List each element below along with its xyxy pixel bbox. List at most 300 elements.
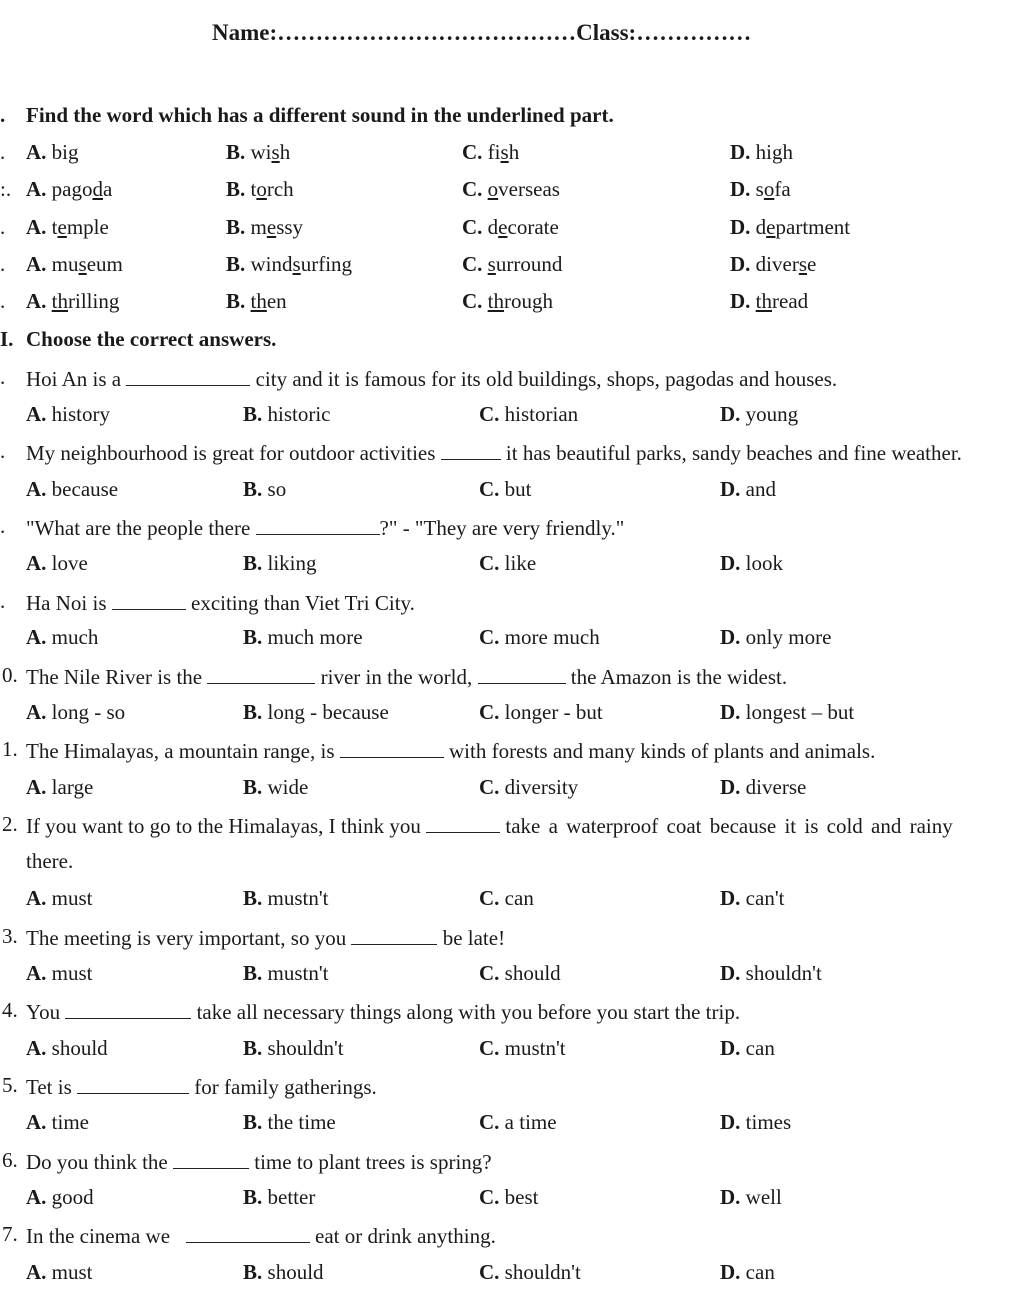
- underlined-part: d: [92, 177, 103, 201]
- answer-option[interactable]: [26, 177, 112, 202]
- answer-option[interactable]: [226, 289, 287, 314]
- option-letter: B.: [243, 1110, 263, 1134]
- answer-option[interactable]: [226, 140, 290, 165]
- question-text: exciting than Viet Tri City.: [191, 590, 415, 615]
- option-text: liking: [267, 551, 317, 575]
- option-text: and: [745, 477, 776, 501]
- word-part: mu: [51, 252, 79, 276]
- answer-option[interactable]: [720, 477, 776, 502]
- section-2-title: Choose the correct answers.: [26, 327, 277, 351]
- underlined-part: o: [763, 177, 775, 201]
- word-part: en: [266, 289, 287, 313]
- word-part: m: [250, 215, 267, 239]
- section-2-number: I.: [0, 327, 14, 351]
- option-letter: C.: [479, 1036, 500, 1060]
- word-part: hi: [755, 140, 773, 164]
- option-text: good: [51, 1185, 94, 1209]
- question-number: 7.: [2, 1222, 18, 1246]
- question-text: The Nile River is the: [26, 664, 203, 689]
- option-text: longer - but: [504, 700, 603, 724]
- word-part: eum: [86, 252, 123, 276]
- option-letter: A.: [26, 625, 47, 649]
- option-text: shouldn't: [745, 961, 822, 985]
- option-letter: A.: [26, 402, 47, 426]
- answer-option[interactable]: [26, 477, 118, 502]
- question-text: In the cinema we: [26, 1223, 171, 1248]
- option-text: mustn't: [267, 886, 329, 910]
- word-part: ssy: [276, 215, 304, 239]
- underlined-part: e: [766, 215, 776, 239]
- answer-option[interactable]: [226, 177, 294, 202]
- option-letter: A.: [26, 477, 47, 501]
- option-letter: A.: [26, 775, 47, 799]
- section-1-number: .: [0, 103, 6, 127]
- option-letter: A.: [26, 1185, 47, 1209]
- question-text: ?" - "They are very friendly.": [379, 515, 625, 540]
- word-part: rough: [504, 289, 554, 313]
- answer-option[interactable]: [730, 215, 850, 240]
- underlined-part: th: [487, 289, 505, 313]
- underlined-part: s: [500, 140, 509, 164]
- answer-option[interactable]: [730, 140, 793, 165]
- answer-option[interactable]: [26, 289, 119, 314]
- option-letter: D.: [720, 700, 741, 724]
- option-letter: C.: [462, 177, 483, 201]
- option-text: can: [504, 886, 534, 910]
- question-number: .: [0, 140, 6, 164]
- word-part: fa: [774, 177, 791, 201]
- class-label: Class:: [576, 20, 637, 45]
- answer-option[interactable]: [243, 1185, 315, 1210]
- option-letter: B.: [226, 177, 246, 201]
- question-text: The Himalayas, a mountain range, is: [26, 738, 335, 763]
- option-letter: C.: [479, 551, 500, 575]
- underlined-part: s: [292, 252, 301, 276]
- option-letter: D.: [720, 402, 741, 426]
- option-letter: C.: [462, 289, 483, 313]
- option-letter: B.: [243, 477, 263, 501]
- question-number: 3.: [2, 924, 18, 948]
- answer-option[interactable]: [243, 1260, 324, 1285]
- option-letter: B.: [226, 215, 246, 239]
- underlined-part: th: [51, 289, 69, 313]
- answer-option[interactable]: [720, 886, 784, 911]
- option-text: young: [745, 402, 799, 426]
- option-text: well: [745, 1185, 782, 1209]
- answer-blank[interactable]: [65, 998, 191, 1019]
- answer-option[interactable]: [479, 1110, 557, 1135]
- question-text: river in the world,: [320, 664, 473, 689]
- answer-option[interactable]: [479, 551, 536, 576]
- answer-option[interactable]: [243, 886, 328, 911]
- option-text: because: [51, 477, 119, 501]
- answer-blank[interactable]: [186, 1222, 310, 1243]
- answer-option[interactable]: [479, 477, 532, 502]
- word-part: e: [807, 252, 817, 276]
- option-letter: B.: [243, 700, 263, 724]
- option-letter: C.: [479, 961, 500, 985]
- answer-option[interactable]: [479, 886, 534, 911]
- option-letter: C.: [462, 252, 483, 276]
- question-text: Tet is: [26, 1074, 72, 1099]
- question-text: My neighbourhood is great for outdoor activities: [26, 440, 436, 465]
- option-text: should: [267, 1260, 324, 1284]
- option-letter: B.: [226, 289, 246, 313]
- option-text: more much: [504, 625, 600, 649]
- answer-option[interactable]: [26, 215, 109, 240]
- option-text: shouldn't: [504, 1260, 581, 1284]
- option-letter: A.: [26, 289, 47, 313]
- answer-blank[interactable]: [77, 1073, 189, 1094]
- question-number: .: [0, 289, 6, 313]
- answer-option[interactable]: [26, 402, 110, 427]
- answer-option[interactable]: [730, 177, 791, 202]
- answer-option[interactable]: [720, 1110, 791, 1135]
- option-text: like: [504, 551, 537, 575]
- option-text: wide: [267, 775, 309, 799]
- answer-option[interactable]: [26, 140, 79, 165]
- option-text: diverse: [745, 775, 807, 799]
- answer-option[interactable]: [479, 700, 603, 725]
- underlined-part: e: [266, 215, 277, 239]
- option-text: must: [51, 886, 93, 910]
- underlined-part: e: [498, 215, 508, 239]
- question-number: 4.: [2, 998, 18, 1022]
- option-text: mustn't: [504, 1036, 566, 1060]
- question-text: If you want to go to the Himalayas, I think you: [26, 813, 421, 838]
- question-text: eat or drink anything.: [315, 1223, 496, 1248]
- option-text: the time: [267, 1110, 336, 1134]
- option-letter: D.: [720, 961, 741, 985]
- worksheet-header: [212, 20, 1024, 46]
- question-text: be late!: [442, 925, 506, 950]
- option-letter: D.: [720, 1260, 741, 1284]
- answer-option[interactable]: [243, 1110, 336, 1135]
- answer-option[interactable]: [26, 551, 88, 576]
- option-letter: C.: [479, 886, 500, 910]
- word-part: h: [782, 140, 794, 164]
- question-number: .: [0, 439, 6, 463]
- option-text: historic: [267, 402, 331, 426]
- class-field-dots: ……………: [636, 20, 752, 45]
- word-part: d: [487, 215, 499, 239]
- section-1-title: Find the word which has a different sound in the underlined part.: [26, 103, 614, 127]
- question-text: Do you think the: [26, 1149, 168, 1174]
- answer-option[interactable]: [243, 961, 328, 986]
- answer-option[interactable]: [226, 252, 352, 277]
- word-part: fi: [487, 140, 501, 164]
- option-letter: B.: [243, 402, 263, 426]
- option-text: better: [267, 1185, 316, 1209]
- option-letter: C.: [479, 625, 500, 649]
- question-text: for family gatherings.: [194, 1074, 377, 1099]
- answer-option[interactable]: [479, 625, 600, 650]
- answer-blank[interactable]: [126, 365, 250, 386]
- option-text: can't: [745, 886, 785, 910]
- answer-option[interactable]: [479, 1185, 539, 1210]
- word-part: corate: [507, 215, 559, 239]
- option-text: times: [745, 1110, 792, 1134]
- option-letter: A.: [26, 886, 47, 910]
- option-letter: B.: [243, 1185, 263, 1209]
- option-letter: D.: [720, 477, 741, 501]
- question-number: 6.: [2, 1148, 18, 1172]
- underlined-part: o: [256, 177, 267, 201]
- option-text: should: [51, 1036, 108, 1060]
- question-text: the Amazon is the widest.: [570, 664, 788, 689]
- option-letter: B.: [243, 625, 263, 649]
- question-text: with forests and many kinds of plants and animals.: [449, 738, 876, 763]
- answer-option[interactable]: [26, 1185, 94, 1210]
- option-text: large: [51, 775, 94, 799]
- name-field-dots: …………………………………: [277, 20, 577, 45]
- option-letter: D.: [720, 551, 741, 575]
- option-letter: D.: [720, 775, 741, 799]
- option-letter: B.: [243, 961, 263, 985]
- question-number: 1.: [2, 737, 18, 761]
- answer-option[interactable]: [730, 289, 808, 314]
- answer-option[interactable]: [479, 1260, 581, 1285]
- option-letter: C.: [479, 402, 500, 426]
- answer-option[interactable]: [720, 402, 798, 427]
- answer-option[interactable]: [720, 775, 806, 800]
- name-label: Name:: [212, 20, 278, 45]
- answer-option[interactable]: [26, 1110, 89, 1135]
- option-text: historian: [504, 402, 579, 426]
- option-letter: D.: [720, 625, 741, 649]
- option-letter: C.: [462, 140, 483, 164]
- option-text: long - because: [267, 700, 389, 724]
- option-text: but: [504, 477, 532, 501]
- option-text: shouldn't: [267, 1036, 344, 1060]
- option-letter: C.: [462, 215, 483, 239]
- word-part: a: [103, 177, 113, 201]
- underlined-part: s: [487, 252, 496, 276]
- answer-option[interactable]: [243, 625, 363, 650]
- option-letter: C.: [479, 1110, 500, 1134]
- question-number: .: [0, 252, 6, 276]
- word-part: diver: [755, 252, 799, 276]
- option-letter: B.: [243, 886, 263, 910]
- question-number: :.: [0, 177, 12, 201]
- answer-option[interactable]: [462, 140, 519, 165]
- word-part: urfing: [300, 252, 353, 276]
- word-part: rilling: [68, 289, 120, 313]
- option-text: love: [51, 551, 88, 575]
- option-letter: A.: [26, 1036, 47, 1060]
- question-text: it has beautiful parks, sandy beaches and fine weather.: [505, 440, 962, 465]
- answer-option[interactable]: [479, 961, 561, 986]
- option-letter: A.: [26, 700, 47, 724]
- answer-option[interactable]: [226, 215, 303, 240]
- answer-option[interactable]: [243, 477, 286, 502]
- question-text: time to plant trees is spring?: [254, 1149, 492, 1174]
- word-part: s: [755, 177, 764, 201]
- answer-option[interactable]: [462, 252, 562, 277]
- question-number: .: [0, 514, 6, 538]
- answer-option[interactable]: [243, 1036, 344, 1061]
- answer-option[interactable]: [26, 961, 93, 986]
- underlined-part: s: [798, 252, 808, 276]
- word-part: h: [279, 140, 291, 164]
- option-letter: B.: [226, 140, 246, 164]
- option-letter: C.: [479, 700, 500, 724]
- answer-blank[interactable]: [478, 663, 566, 684]
- option-letter: A.: [26, 1110, 47, 1134]
- answer-option[interactable]: [462, 289, 553, 314]
- answer-blank[interactable]: [207, 663, 315, 684]
- answer-option[interactable]: [26, 252, 123, 277]
- option-letter: C.: [479, 775, 500, 799]
- option-text: must: [51, 1260, 93, 1284]
- option-letter: D.: [720, 1110, 741, 1134]
- answer-option[interactable]: [720, 700, 854, 725]
- option-text: much: [51, 625, 99, 649]
- answer-option[interactable]: [479, 1036, 566, 1061]
- option-text: look: [745, 551, 784, 575]
- answer-option[interactable]: [479, 775, 578, 800]
- underlined-part: s: [271, 140, 280, 164]
- answer-option[interactable]: [243, 775, 308, 800]
- option-letter: D.: [730, 252, 751, 276]
- option-letter: C.: [479, 1185, 500, 1209]
- question-number: .: [0, 215, 6, 239]
- option-letter: A.: [26, 551, 47, 575]
- answer-blank[interactable]: [351, 924, 437, 945]
- option-letter: D.: [730, 140, 751, 164]
- question-number: 2.: [2, 812, 18, 836]
- word-part: h: [508, 140, 520, 164]
- option-text: diversity: [504, 775, 579, 799]
- answer-blank[interactable]: [426, 812, 500, 833]
- option-text: time: [51, 1110, 89, 1134]
- underlined-part: th: [250, 289, 267, 313]
- underlined-part: e: [57, 215, 67, 239]
- option-letter: A.: [26, 1260, 47, 1284]
- question-text: Ha Noi is: [26, 590, 107, 615]
- answer-option[interactable]: [26, 1036, 108, 1061]
- option-letter: D.: [720, 886, 741, 910]
- option-text: history: [51, 402, 111, 426]
- underlined-part: th: [755, 289, 773, 313]
- question-text: You: [26, 999, 61, 1024]
- answer-blank[interactable]: [256, 514, 380, 535]
- answer-option[interactable]: [26, 1260, 93, 1285]
- word-part: verseas: [498, 177, 560, 201]
- word-part: urround: [495, 252, 563, 276]
- answer-option[interactable]: [462, 177, 560, 202]
- answer-option[interactable]: [26, 700, 125, 725]
- answer-option[interactable]: [26, 886, 93, 911]
- option-letter: D.: [730, 177, 751, 201]
- underlined-part: o: [487, 177, 499, 201]
- option-letter: C.: [479, 477, 500, 501]
- answer-option[interactable]: [462, 215, 559, 240]
- word-part: read: [772, 289, 809, 313]
- underlined-part: s: [78, 252, 87, 276]
- answer-option[interactable]: [479, 402, 578, 427]
- option-text: can: [745, 1036, 775, 1060]
- word-part: partment: [775, 215, 851, 239]
- answer-option[interactable]: [720, 625, 831, 650]
- question-text: there.: [26, 849, 74, 873]
- word-part: t: [51, 215, 58, 239]
- answer-option[interactable]: [720, 551, 783, 576]
- option-text: so: [267, 477, 287, 501]
- word-part: pago: [51, 177, 93, 201]
- word-part: t: [250, 177, 257, 201]
- underlined-part: g: [68, 140, 79, 164]
- question-text: take all necessary things along with you before you start the trip.: [196, 999, 741, 1024]
- option-letter: C.: [479, 1260, 500, 1284]
- option-letter: B.: [243, 775, 263, 799]
- word-part: d: [755, 215, 767, 239]
- word-part: rch: [266, 177, 294, 201]
- question-text: The meeting is very important, so you: [26, 925, 347, 950]
- answer-option[interactable]: [720, 1185, 782, 1210]
- answer-option[interactable]: [26, 775, 93, 800]
- option-text: long - so: [51, 700, 126, 724]
- question-text: city and it is famous for its old buildings, shops, pagodas and houses.: [255, 366, 838, 391]
- answer-option[interactable]: [26, 625, 98, 650]
- option-text: must: [51, 961, 93, 985]
- option-letter: A.: [26, 961, 47, 985]
- answer-blank[interactable]: [112, 589, 186, 610]
- option-text: should: [504, 961, 561, 985]
- answer-option[interactable]: [720, 961, 822, 986]
- question-number: 0.: [2, 663, 18, 687]
- option-text: much more: [267, 625, 363, 649]
- answer-option[interactable]: [720, 1036, 775, 1061]
- option-letter: B.: [243, 1036, 263, 1060]
- word-part: wind: [250, 252, 293, 276]
- option-letter: D.: [730, 289, 751, 313]
- word-part: mple: [66, 215, 109, 239]
- option-text: only more: [745, 625, 832, 649]
- option-text: a time: [504, 1110, 557, 1134]
- underlined-part: g: [772, 140, 783, 164]
- answer-option[interactable]: [243, 551, 317, 576]
- option-text: can: [745, 1260, 775, 1284]
- answer-option[interactable]: [243, 700, 389, 725]
- option-letter: B.: [243, 551, 263, 575]
- option-text: longest – but: [745, 700, 855, 724]
- option-letter: D.: [730, 215, 751, 239]
- question-number: .: [0, 365, 6, 389]
- question-number: .: [0, 589, 6, 613]
- answer-option[interactable]: [720, 1260, 775, 1285]
- option-letter: D.: [720, 1036, 741, 1060]
- question-text: "What are the people there: [26, 515, 251, 540]
- question-text: Hoi An is a: [26, 366, 122, 391]
- option-letter: A.: [26, 215, 47, 239]
- word-part: wi: [250, 140, 272, 164]
- answer-blank[interactable]: [441, 439, 501, 460]
- option-letter: B.: [243, 1260, 263, 1284]
- answer-blank[interactable]: [340, 737, 444, 758]
- answer-blank[interactable]: [173, 1148, 249, 1169]
- option-letter: B.: [226, 252, 246, 276]
- option-letter: A.: [26, 140, 47, 164]
- word-part: bi: [51, 140, 69, 164]
- option-text: mustn't: [267, 961, 329, 985]
- question-text: take a waterproof coat because it is cold and rainy: [505, 813, 953, 838]
- answer-option[interactable]: [730, 252, 816, 277]
- answer-option[interactable]: [243, 402, 331, 427]
- question-number: 5.: [2, 1073, 18, 1097]
- option-letter: D.: [720, 1185, 741, 1209]
- option-letter: A.: [26, 252, 47, 276]
